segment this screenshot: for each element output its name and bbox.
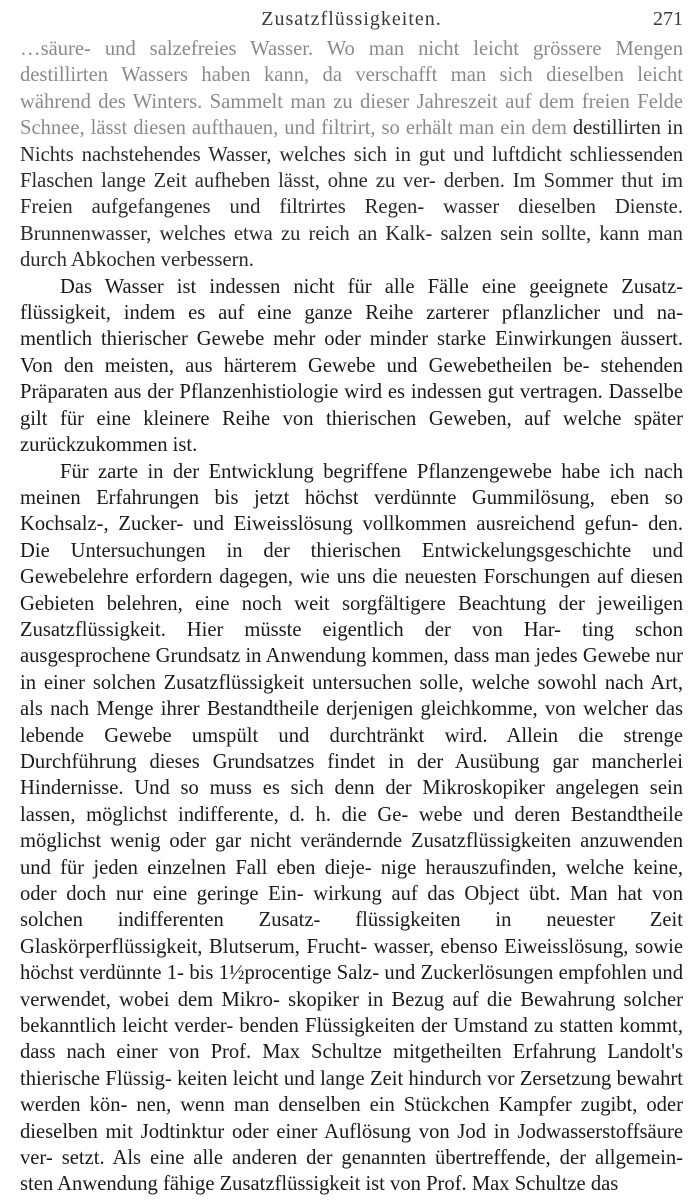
text-line: keiten leicht und lange Zeit hindurch vor Zersetzung bewahrt werden kön-: [20, 1067, 684, 1117]
text-line: luftdicht schliessenden Flaschen lange Zeit aufheben lässt, ohne zu ver-: [20, 143, 684, 193]
text-line: mit Jodtinktur oder einer Auflösung von Jod in Jodwasserstoffsäure ver-: [20, 1120, 683, 1170]
text-line: während des Winters. Sammelt man zu dieser Jahreszeit auf dem freien: [20, 90, 630, 113]
text-line: auf welche später zurückzukommen ist.: [20, 407, 684, 457]
text-line: Zusatzflüssigkeiten anzuwenden und für jeden einzelnen Fall eben dieje-: [20, 830, 683, 879]
text-line: nige herauszufinden, welche keine, oder doch nur eine geringe Ein-: [20, 856, 683, 905]
text-line: mentlich thierischer Gewebe mehr oder minder starke Einwirkungen: [20, 328, 612, 351]
text-line: flüssigkeit, indem es auf eine ganze Reihe zarterer pflanzlicher und na-: [20, 302, 683, 325]
text-line: nach meinen Erfahrungen bis jetzt höchst verdünnte Gummilösung, eben: [20, 460, 683, 509]
text-line: flüssigkeiten in neuester Zeit Glaskörperflüssigkeit, Blutserum, Frucht-: [20, 909, 683, 958]
text-line: setzt. Als eine alle anderen der genannten übertreffende, der allgemein-: [61, 1147, 684, 1170]
text-line: auf diesen Gebieten belehren, eine noch weit sorgfältigere Beachtung: [20, 566, 684, 615]
text-line: destillirten in Nichts nachstehendes Wasser, welches sich in gut und: [20, 117, 683, 166]
text-line: sten Anwendung fähige Zusatzflüssigkeit ist von Prof. Max Schultze das: [20, 1173, 619, 1196]
text-line: benden Flüssigkeiten der Umstand zu statten kommt, dass nach einer von: [20, 1015, 683, 1064]
text-line: Prof. Max Schultze mitgetheilten Erfahrung Landolt's thierische Flüssig-: [20, 1041, 683, 1090]
text-line: derben. Im Sommer thut im Freien aufgefangenes und filtrirtes Regen-: [20, 170, 683, 219]
text-line: gleichkomme, von welcher das lebende Gewebe umspült und durchtränkt: [20, 698, 683, 747]
page-header: [20, 6, 683, 36]
body-text: [20, 36, 683, 1198]
text-line: so Kochsalz-, Zucker- und Eiweisslösung vollkommen ausreichend gefun-: [20, 486, 683, 536]
text-line: Felde Schnee, lässt diesen aufthauen, und filtrirt, so erhält man ein dem: [20, 90, 683, 140]
text-line: äussert. Von den meisten, aus härterem Gewebe und Gewebetheilen be-: [20, 328, 683, 377]
text-line: Mikroskopiker angelegen sein lassen, möglichst indifferente, d. h. die Ge-: [20, 777, 683, 826]
text-line: Für zarte in der Entwicklung begriffene Pflanzengewebe habe ich: [60, 460, 635, 483]
text-line: jedes Gewebe nur in einer solchen Zusatzflüssigkeit untersuchen solle,: [20, 645, 683, 694]
text-line: wasser, ebenso Eiweisslösung, sowie höchst verdünnte 1- bis 1½procentige: [20, 935, 683, 985]
page-number: 271: [653, 8, 683, 30]
text-line: Salz- und Zuckerlösungen empfohlen und verwendet, wobei dem Mikro-: [20, 962, 683, 1011]
text-line: destillirten Wassers haben kann, da verschafft man sich dieselben leicht: [20, 64, 683, 87]
text-line: webe und deren Bestandtheile möglichst wenig oder gar nicht verändernde: [20, 803, 683, 853]
text-line: wirkung auf das Object übt. Man hat von solchen indifferenten Zusatz-: [20, 883, 683, 932]
paragraph-1: [20, 36, 683, 274]
text-line: salzen sein sollte, kann man durch Abkochen verbessern.: [20, 222, 683, 272]
paragraph-2: [20, 274, 683, 459]
text-line: vertragen. Dasselbe gilt für eine kleinere Reihe von thierischen Geweben,: [20, 381, 683, 430]
text-line: Das Wasser ist indessen nicht für alle Fälle eine geeignete Zusatz-: [60, 275, 683, 298]
text-line: Ausübung gar mancherlei Hindernisse. Und so muss es sich denn der: [20, 750, 683, 800]
running-title: Zusatzflüssigkeiten.: [261, 8, 442, 30]
text-line: wird. Allein die strenge Durchführung dieses Grundsatzes findet in der: [20, 724, 683, 773]
text-line: nen, wenn man denselben ein Stückchen Kampfer zugibt, oder dieselben: [20, 1094, 683, 1143]
text-line: skopiker in Bezug auf die Bewahrung solcher bekanntlich leicht verder-: [20, 988, 684, 1038]
text-line: und Gewebelehre erfordern dagegen, wie uns die neuesten Forschungen: [20, 539, 683, 589]
text-line: den. Die Untersuchungen in der thierischen Entwickelungsgeschichte: [20, 513, 683, 562]
text-line: der jeweiligen Zusatzflüssigkeit. Hier müsste eigentlich der von Har-: [20, 592, 683, 641]
text-line: stehenden Präparaten aus der Pflanzenhistiologie wird es indessen gut: [20, 354, 683, 404]
text-line: wasser dieselben Dienste. Brunnenwasser, welches etwa zu reich an Kalk-: [20, 196, 683, 245]
text-line: welche sowohl nach Art, als nach Menge ihrer Bestandtheile derjenigen: [20, 671, 683, 721]
text-line: ting schon ausgesprochene Grundsatz in Anwendung kommen, dass man: [20, 618, 683, 668]
paragraph-3: [20, 459, 683, 1198]
text-line: …säure- und salzefreies Wasser. Wo man nicht leicht grössere Mengen: [20, 38, 683, 60]
